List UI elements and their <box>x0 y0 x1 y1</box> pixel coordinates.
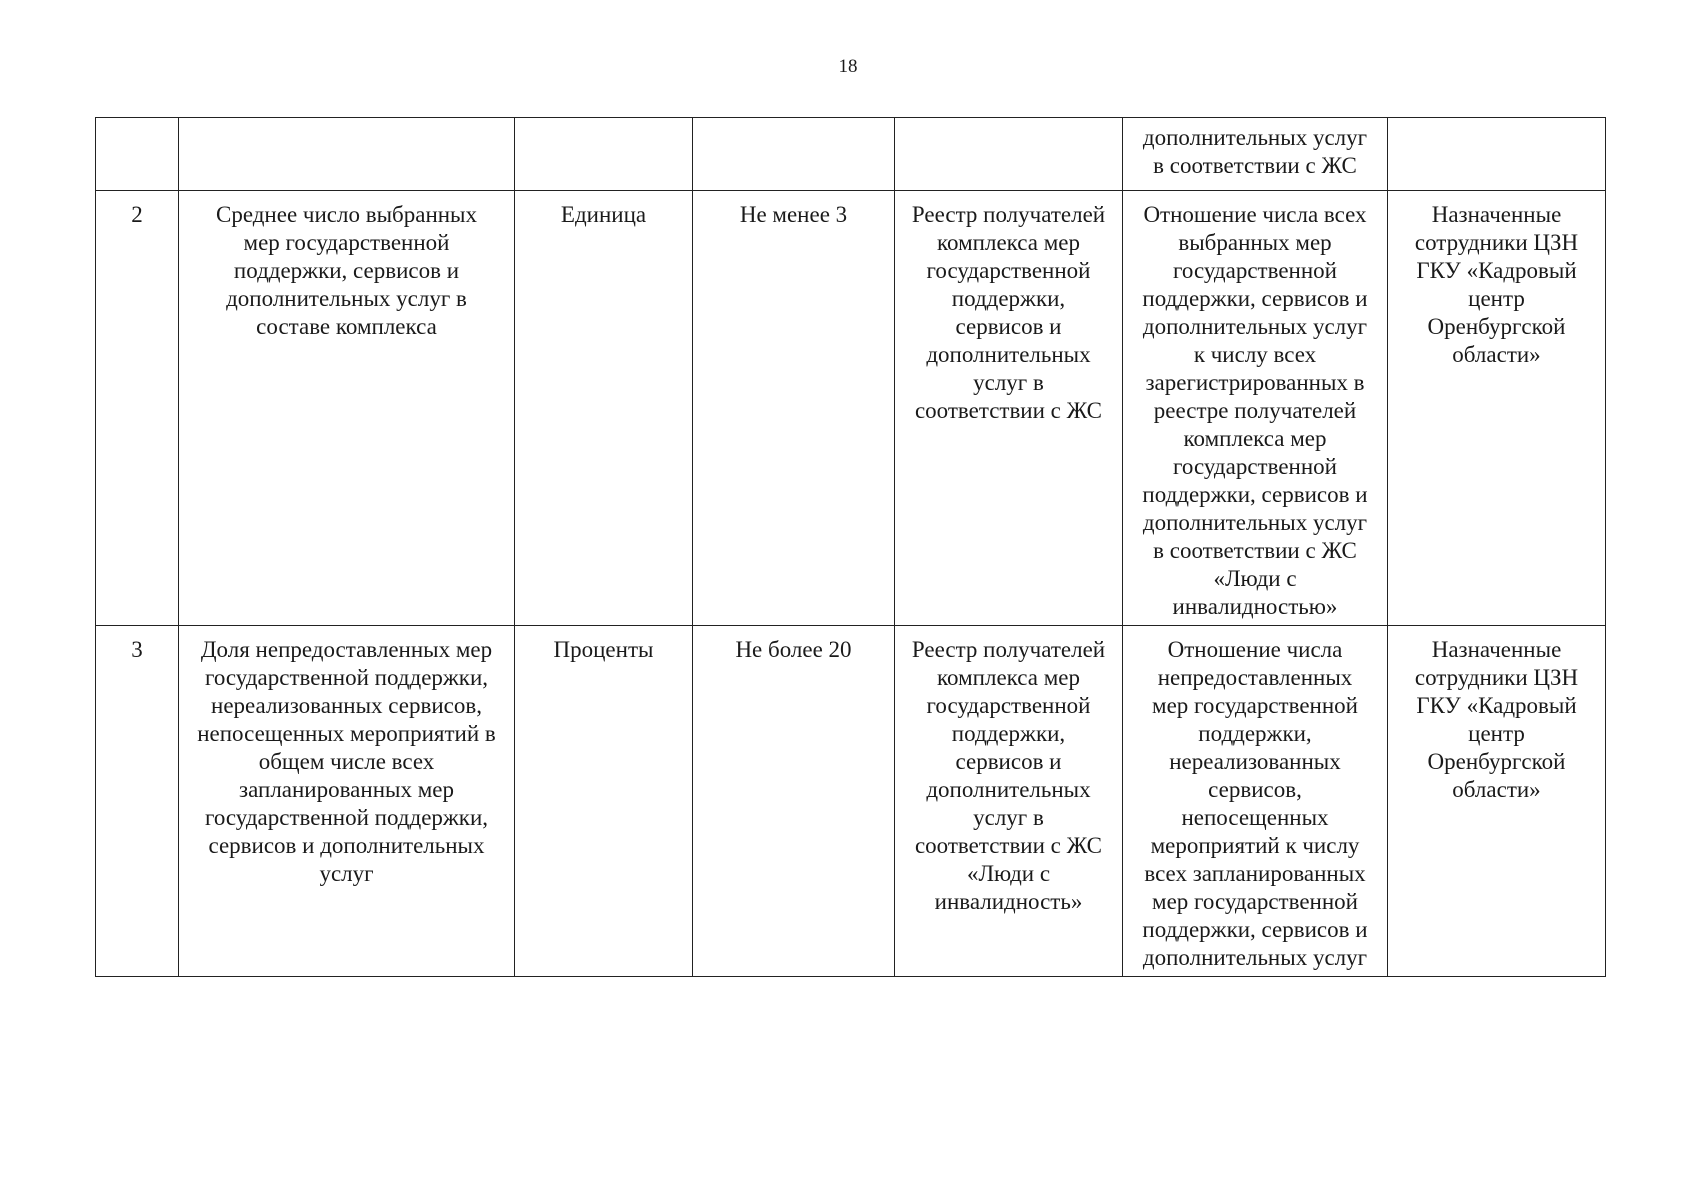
cell-responsible: Назначенные сотрудники ЦЗН ГКУ «Кадровый центр Оренбургской области» <box>1388 191 1606 626</box>
cell-responsible <box>1388 118 1606 191</box>
cell-calculation-method: Отношение числа всех выбранных мер государственной поддержки, сервисов и дополнительных услуг к числу всех зарегистрированных в реестре получателей комплекса мер государственной поддержки, сервисов и дополнительных услуг в соответствии с ЖС «Люди с инвалидностью» <box>1123 191 1388 626</box>
cell-number: 2 <box>96 191 179 626</box>
cell-data-source <box>895 118 1123 191</box>
cell-data-source: Реестр получателей комплекса мер государственной поддержки, сервисов и дополнительных услуг в соответствии с ЖС «Люди с инвалидность» <box>895 626 1123 977</box>
cell-unit: Единица <box>515 191 693 626</box>
table-row-continuation <box>96 118 1606 191</box>
cell-data-source: Реестр получателей комплекса мер государственной поддержки, сервисов и дополнительных услуг в соответствии с ЖС <box>895 191 1123 626</box>
page-number: 18 <box>838 56 858 77</box>
indicators-table <box>95 117 1606 977</box>
cell-number <box>96 118 179 191</box>
table-row <box>96 626 1606 977</box>
cell-unit <box>515 118 693 191</box>
cell-calculation-method: Отношение числа непредоставленных мер государственной поддержки, нереализованных сервисов, непосещенных мероприятий к числу всех запланированных мер государственной поддержки, сервисов и дополнительных услуг <box>1123 626 1388 977</box>
cell-target-value <box>693 118 895 191</box>
table-row <box>96 191 1606 626</box>
cell-calculation-method: дополнительных услуг в соответствии с ЖС <box>1123 118 1388 191</box>
cell-target-value: Не менее 3 <box>693 191 895 626</box>
cell-indicator-name: Среднее число выбранных мер государственной поддержки, сервисов и дополнительных услуг в составе комплекса <box>179 191 515 626</box>
cell-indicator-name: Доля непредоставленных мер государственной поддержки, нереализованных сервисов, непосещенных мероприятий в общем числе всех запланированных мер государственной поддержки, сервисов и дополнительных услуг <box>179 626 515 977</box>
cell-number: 3 <box>96 626 179 977</box>
cell-indicator-name <box>179 118 515 191</box>
cell-target-value: Не более 20 <box>693 626 895 977</box>
cell-responsible: Назначенные сотрудники ЦЗН ГКУ «Кадровый центр Оренбургской области» <box>1388 626 1606 977</box>
cell-unit: Проценты <box>515 626 693 977</box>
